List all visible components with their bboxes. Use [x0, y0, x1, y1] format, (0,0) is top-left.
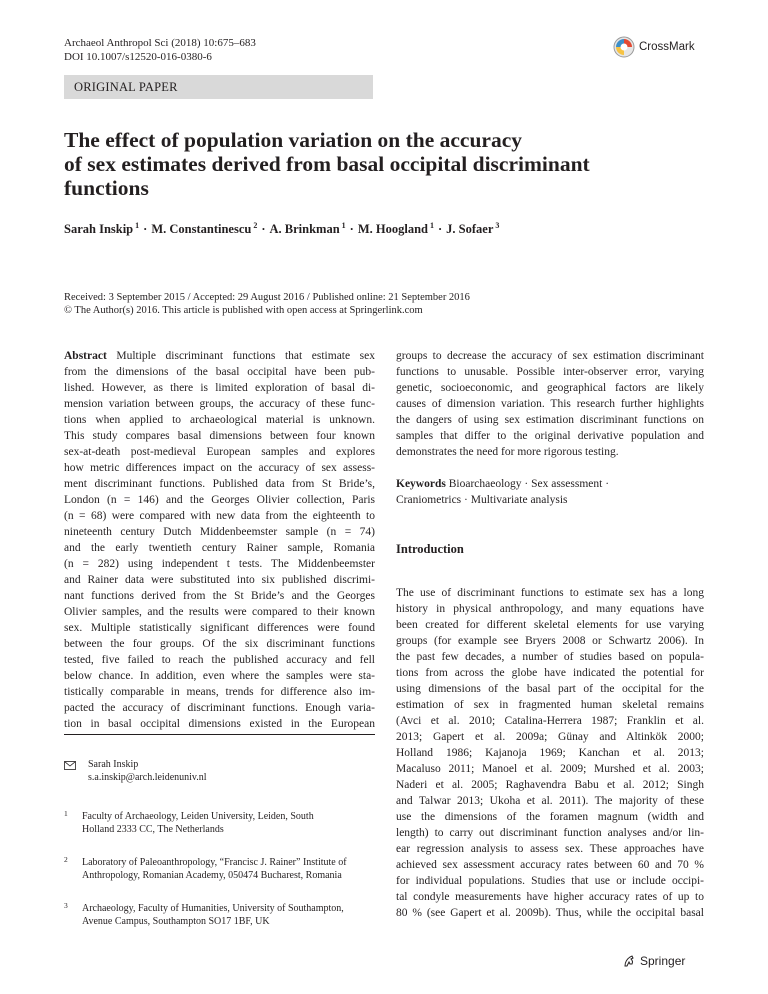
- author-affiliation-ref: 3: [495, 221, 500, 230]
- intro-line: estimation of sex in fragmented human skeletal remains: [396, 699, 704, 711]
- author-name[interactable]: Sarah Inskip: [64, 222, 134, 236]
- intro-line: tal condyle measurements have higher accuracy rates of up to: [396, 891, 704, 903]
- author-separator: ·: [261, 222, 266, 236]
- author-list: [64, 221, 499, 237]
- author-name[interactable]: A. Brinkman: [269, 222, 340, 236]
- keywords-heading: Keywords: [396, 478, 446, 490]
- publisher-logo[interactable]: [622, 954, 685, 968]
- keywords-line: Bioarchaeology · Sex assessment ·: [445, 478, 610, 490]
- abstract-line: genetic, socioeconomic, and geographical factors are likely: [396, 382, 704, 394]
- author-separator: ·: [143, 222, 148, 236]
- affiliation-number: 1: [64, 809, 68, 818]
- intro-line: using dimensions of the basal part of the occipital for the: [396, 683, 704, 695]
- intro-line: groups (for example see Bryers 2008 or Schwartz 2006). In: [396, 635, 704, 647]
- dates-line: Received: 3 September 2015 / Accepted: 29 August 2016 / Published online: 21 September 2016: [64, 292, 470, 303]
- affiliation-line: Laboratory of Paleoanthropology, “Francisc J. Rainer” Institute of: [82, 857, 347, 868]
- affiliation-line: Anthropology, Romanian Academy, 050474 Bucharest, Romania: [82, 869, 342, 881]
- keywords: [396, 476, 704, 508]
- abstract-line: Abstract Multiple discriminant functions that estimate sex: [64, 350, 375, 362]
- intro-line: tions from across the globe have indicated the potential for: [396, 667, 704, 679]
- affiliation-number: 3: [64, 901, 68, 910]
- crossmark-icon: [613, 36, 635, 58]
- abstract-line: (n = 68) were compared with new data from the eighteenth to: [64, 510, 375, 522]
- abstract-line: demonstrates the need for more rigorous testing.: [396, 446, 619, 458]
- abstract-line: from the dimensions of the basal occipital have been pub-: [64, 366, 375, 378]
- intro-line: the past few decades, a number of studies based on popula-: [396, 651, 704, 663]
- abstract-line: pacted the accuracy of discriminant functions. Enough varia-: [64, 702, 375, 714]
- affiliation-line: Avenue Campus, Southampton SO17 1BF, UK: [82, 915, 270, 927]
- intro-line: The use of discriminant functions to estimate sex has a long: [396, 587, 704, 599]
- intro-line: Holland 1986; Kajanoja 1969; Kanchan et al. 2013;: [396, 747, 704, 759]
- introduction-body: [396, 585, 704, 921]
- author-affiliation-ref: 2: [253, 221, 258, 230]
- abstract-line: London (n = 146) and the Georges Olivier collection, Paris: [64, 494, 375, 506]
- doi-line: DOI 10.1007/s12520-016-0380-6: [64, 51, 212, 63]
- abstract-line: groups to decrease the accuracy of sex estimation discriminant: [396, 350, 704, 362]
- keywords-line: Craniometrics · Multivariate analysis: [396, 494, 568, 506]
- affiliation-line: Faculty of Archaeology, Leiden University, Leiden, South: [82, 811, 314, 822]
- springer-label: Springer: [640, 954, 686, 968]
- abstract-line: and Rainer data were substituted into six published discrimi-: [64, 574, 375, 586]
- abstract-heading: Abstract: [64, 350, 107, 362]
- envelope-icon: [64, 761, 76, 770]
- abstract-line: tested, five failed to reach the published accuracy and fell: [64, 654, 375, 666]
- title-line: functions: [64, 176, 149, 200]
- article-title: [64, 128, 704, 200]
- publication-dates: [64, 291, 470, 317]
- intro-line: and Talwar 2013; Ukoha et al. 2011). The majority of these: [396, 795, 704, 807]
- abstract-line: the dangers of using sex estimation discriminant functions on: [396, 414, 704, 426]
- intro-line: history in physical anthropology, and many equations have: [396, 603, 704, 615]
- author-name[interactable]: M. Hoogland: [357, 222, 428, 236]
- corresponding-author-email[interactable]: s.a.inskip@arch.leidenuniv.nl: [88, 771, 207, 783]
- author-affiliation-ref: 1: [341, 221, 346, 230]
- section-heading-introduction: Introduction: [396, 542, 464, 556]
- abstract-line: ment discriminant functions. Published data from St Bride’s,: [64, 478, 375, 490]
- intro-line: 80 % (see Gapert et al. 2009b). Thus, while the occipital basal: [396, 907, 704, 919]
- abstract-line: tions when applied to archaeological material is unknown.: [64, 414, 375, 426]
- abstract-line: tistically comparable in means, trends for difference also im-: [64, 686, 375, 698]
- title-line: of sex estimates derived from basal occipital discriminant: [64, 152, 590, 176]
- intro-line: (Avci et al. 2010; Catalina-Herrera 1987; Franklin et al.: [396, 715, 704, 727]
- author-name[interactable]: M. Constantinescu: [151, 222, 252, 236]
- crossmark-label: CrossMark: [639, 41, 695, 53]
- affiliation-line: Holland 2333 CC, The Netherlands: [82, 823, 224, 835]
- crossmark-badge[interactable]: [613, 34, 695, 60]
- affiliation-number: 2: [64, 855, 68, 864]
- abstract-line: sex. Multiple statistically significant differences were found: [64, 622, 375, 634]
- affiliation-line: Archaeology, Faculty of Humanities, University of Southampton,: [82, 903, 344, 914]
- author-name[interactable]: J. Sofaer: [446, 222, 494, 236]
- intro-line: achieved sex assessment accuracy rates between 60 and 70 %: [396, 859, 704, 871]
- abstract-line: below chance. In addition, even where the samples were sta-: [64, 670, 375, 682]
- abstract-line: sex-at-death post-medieval European samples and explores: [64, 446, 375, 458]
- author-separator: ·: [437, 222, 443, 236]
- title-line: The effect of population variation on the accuracy: [64, 128, 523, 152]
- abstract-line: and the early twentieth century Rainer sample, Romania: [64, 542, 375, 554]
- abstract-line: nineteenth century Dutch Middenbeemster sample (n = 74): [64, 526, 375, 538]
- journal-citation: Archaeol Anthropol Sci (2018) 10:675–683: [64, 37, 256, 49]
- abstract-line: between the four groups. Of the six discriminant functions: [64, 638, 375, 650]
- intro-line: length) to carry out discriminant function analyses and/or lin-: [396, 827, 704, 839]
- intro-line: for individual populations. Studies that use or include occipi-: [396, 875, 704, 887]
- article-type-label: ORIGINAL PAPER: [74, 80, 178, 94]
- intro-line: use the dimensions of the foramen magnum (width and: [396, 811, 704, 823]
- intro-line: 2013; Gapert et al. 2009a; Günay and Altinkök 2000;: [396, 731, 704, 743]
- abstract-line: how metric differences impact on the accuracy of sex assess-: [64, 462, 375, 474]
- author-separator: ·: [349, 222, 354, 236]
- intro-line: Naderi et al. 2005; Raghavendra Babu et al. 2012; Singh: [396, 779, 704, 791]
- abstract-line: lished. However, as there is limited exploration of basal di-: [64, 382, 375, 394]
- correspondence: [64, 759, 207, 784]
- footnote-divider: [64, 734, 375, 735]
- abstract-line: Olivier samples, and the results were compared to their known: [64, 606, 375, 618]
- springer-horse-icon: [622, 954, 636, 968]
- abstract-continued: [396, 348, 704, 460]
- copyright-line: © The Author(s) 2016. This article is published with open access at Springerlink.com: [64, 305, 423, 316]
- intro-line: been created for different skeletal elements for use varying: [396, 619, 704, 631]
- author-affiliation-ref: 1: [135, 221, 140, 230]
- abstract-line: nant functions derived from the St Bride’s and the Georges: [64, 590, 375, 602]
- abstract: [64, 348, 375, 732]
- abstract-line: samples that differ to the original derivative population and: [396, 430, 704, 442]
- corresponding-author-name: Sarah Inskip: [88, 759, 139, 770]
- article-type-badge: [64, 75, 373, 99]
- abstract-line: causes of dimension variation. This research further highlights: [396, 398, 704, 410]
- intro-line: ear regression analysis to assess sex. These approaches have: [396, 843, 704, 855]
- abstract-line: This study compares basal dimensions between four known: [64, 430, 375, 442]
- author-affiliation-ref: 1: [429, 221, 434, 230]
- intro-line: Macaluso 2011; Manoel et al. 2009; Murshed et al. 2003;: [396, 763, 704, 775]
- abstract-line: functions to unusable. Possible inter-observer error, varying: [396, 366, 704, 378]
- abstract-line: tion in basal occipital dimensions existed in the European: [64, 718, 375, 730]
- abstract-line: (n = 282) using independent t tests. The Middenbeemster: [64, 558, 375, 570]
- abstract-line: mension variation between groups, the accuracy of these func-: [64, 398, 375, 410]
